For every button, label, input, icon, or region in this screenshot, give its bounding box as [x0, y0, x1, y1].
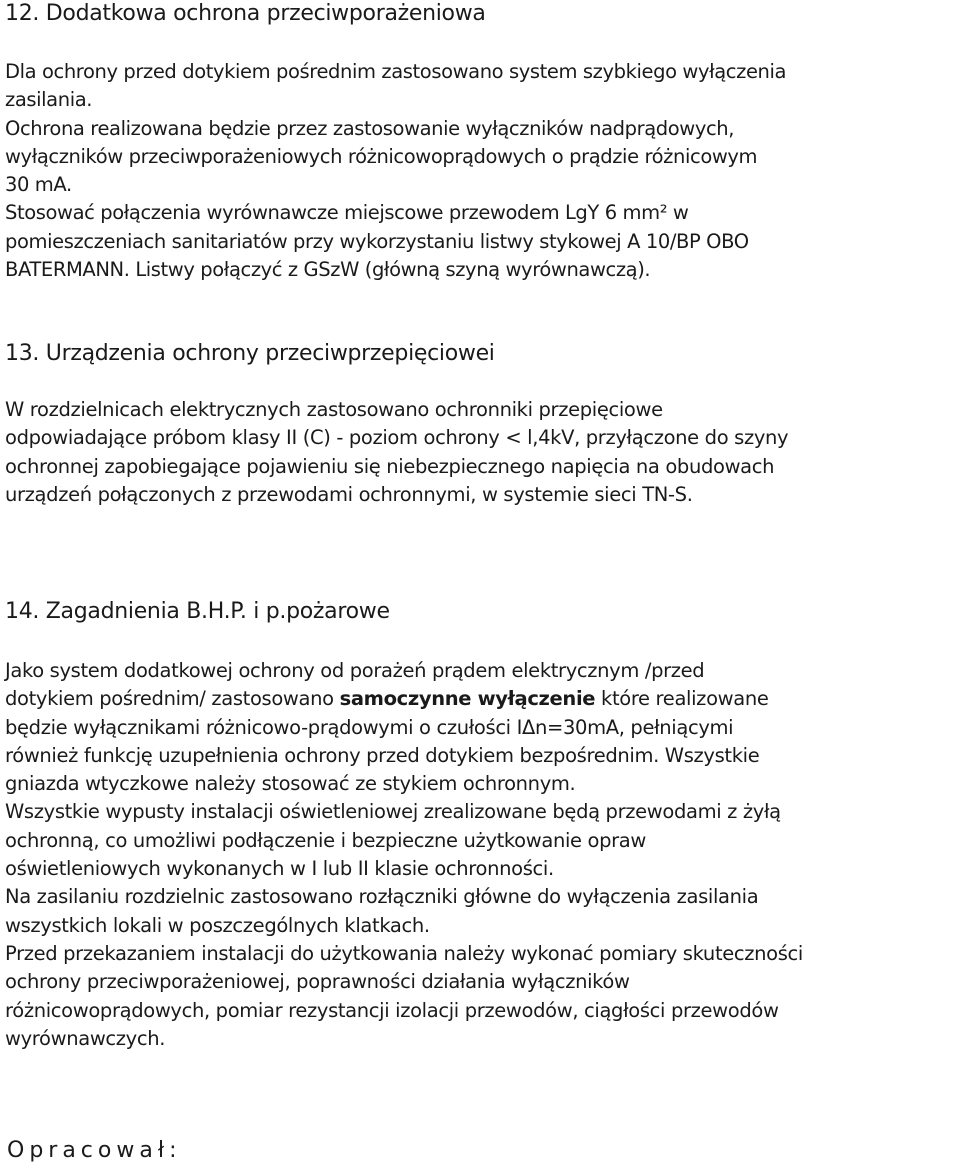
section-14-title: 14. Zagadnienia B.H.P. i p.pożarowe — [5, 599, 390, 624]
section-13-line: W rozdzielnicach elektrycznych zastosowano ochronniki przepięciowe — [5, 398, 663, 421]
section-12-line: 30 mA. — [5, 173, 72, 197]
section-12-line: BATERMANN. Listwy połączyć z GSzW (główną szyną wyrównawczą). — [5, 258, 651, 282]
section-12-body — [5, 58, 786, 284]
section-14-line: wszystkich lokali w poszczególnych klatkach. — [5, 913, 430, 937]
section-14-line: Jako system dodatkowej ochrony od porażeń prądem elektrycznym /przed — [5, 659, 705, 682]
emphasis-text: samoczynne wyłączenie — [339, 687, 596, 711]
section-12-title: 12. Dodatkowa ochrona przeciwporażeniowa — [5, 1, 486, 26]
section-12-line: Ochrona realizowana będzie przez zastosowanie wyłączników nadprądowych, — [5, 116, 735, 140]
section-14-line: ochrony przeciwporażeniowej, poprawności działania wyłączników — [5, 970, 630, 994]
section-14-line: Przed przekazaniem instalacji do użytkowania należy wykonać pomiary skuteczności — [5, 941, 803, 965]
section-14-line: również funkcję uzupełnienia ochrony przed dotykiem bezpośrednim. Wszystkie — [5, 743, 760, 767]
section-12-line: wyłączników przeciwporażeniowych różnicowoprądowych o prądzie różnicowym — [5, 144, 758, 168]
section-14-line: Na zasilaniu rozdzielnic zastosowano rozłączniki główne do wyłączenia zasilania — [5, 885, 759, 909]
section-14-line: Wszystkie wypusty instalacji oświetleniowej zrealizowane będą przewodami z żyłą — [5, 800, 781, 824]
section-12-line: pomieszczeniach sanitariatów przy wykorzystaniu listwy stykowej A 10/BP OBO — [5, 229, 749, 253]
section-14-line: wyrównawczych. — [5, 1026, 166, 1050]
section-13-body — [5, 396, 788, 509]
section-14-text: dotykiem pośrednim/ zastosowano — [5, 687, 340, 711]
section-14-line: gniazda wtyczkowe należy stosować ze stykiem ochronnym. — [5, 772, 576, 796]
section-13-line: ochronnej zapobiegające pojawieniu się niebezpiecznego napięcia na obudowach — [5, 454, 775, 478]
section-13-line: urządzeń połączonych z przewodami ochronnymi, w systemie sieci TN-S. — [5, 482, 693, 506]
section-13-line: odpowiadające próbom klasy II (C) - poziom ochrony < l,4kV, przyłączone do szyny — [5, 426, 789, 450]
section-14-text: które realizowane — [595, 687, 769, 711]
section-14-line — [5, 685, 803, 713]
section-14-line: różnicowoprądowych, pomiar rezystancji izolacji przewodów, ciągłości przewodów — [5, 998, 779, 1022]
section-14-line: oświetleniowych wykonanych w I lub II klasie ochronności. — [5, 857, 554, 881]
section-12-line: zasilania. — [5, 88, 93, 112]
section-14-body — [5, 657, 803, 1053]
section-14-line: będzie wyłącznikami różnicowo-prądowymi o czułości IΔn=30mA, pełniącymi — [5, 715, 734, 739]
section-12-line: Dla ochrony przed dotykiem pośrednim zastosowano system szybkiego wyłączenia — [5, 60, 787, 83]
section-13-title: 13. Urządzenia ochrony przeciwprzepięciowei — [5, 341, 495, 366]
section-12-line: Stosować połączenia wyrównawcze miejscowe przewodem LgY 6 mm² w — [5, 201, 689, 225]
section-14-line: ochronną, co umożliwi podłączenie i bezpieczne użytkowanie opraw — [5, 828, 647, 852]
signature-label: Opracował: — [7, 1138, 182, 1163]
